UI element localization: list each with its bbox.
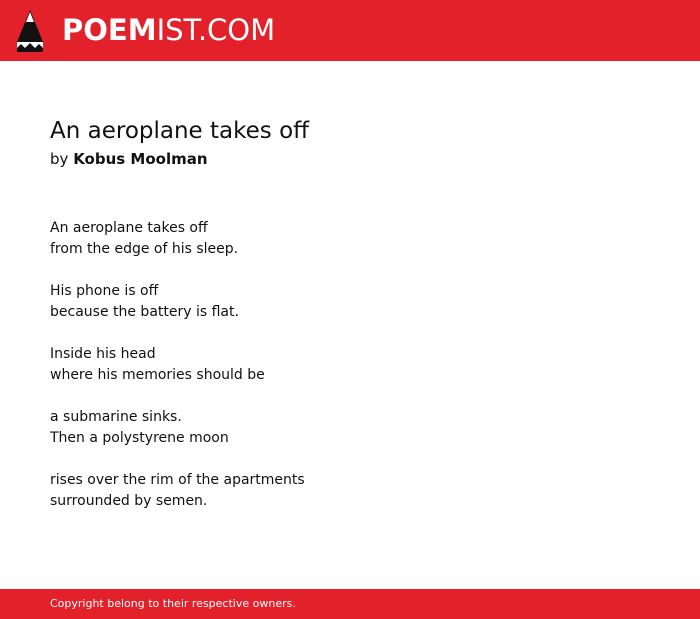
pencil-icon[interactable]	[17, 10, 43, 52]
poem-stanza	[50, 470, 650, 512]
poem-body	[50, 218, 650, 533]
poem-stanza	[50, 407, 650, 449]
logo-bold-text: POEM	[62, 13, 157, 47]
logo-light-text: IST.COM	[156, 13, 276, 47]
poem-line: because the battery is flat.	[50, 304, 239, 320]
poem-title: An aeroplane takes off	[50, 118, 309, 144]
poem-line: from the edge of his sleep.	[50, 241, 239, 257]
copyright-text: Copyright belong to their respective owners.	[50, 597, 296, 610]
poem-stanza	[50, 218, 650, 260]
site-logo-link[interactable]	[62, 12, 275, 48]
poem-line: His phone is off	[50, 283, 159, 299]
site-header	[0, 0, 700, 61]
poem-stanza	[50, 344, 650, 386]
poem-line: where his memories should be	[50, 367, 265, 383]
site-footer	[0, 589, 700, 619]
poem-line: rises over the rim of the apartments	[50, 472, 305, 488]
poem-author: Kobus Moolman	[73, 150, 208, 168]
byline-label: by	[50, 150, 69, 168]
poem-line: Inside his head	[50, 346, 156, 362]
poem-line: An aeroplane takes off	[50, 220, 208, 236]
poem-byline	[50, 148, 208, 170]
poem-line: a submarine sinks.	[50, 409, 182, 425]
poem-stanza	[50, 281, 650, 323]
poem-line: Then a polystyrene moon	[50, 430, 229, 446]
poem-line: surrounded by semen.	[50, 493, 208, 509]
